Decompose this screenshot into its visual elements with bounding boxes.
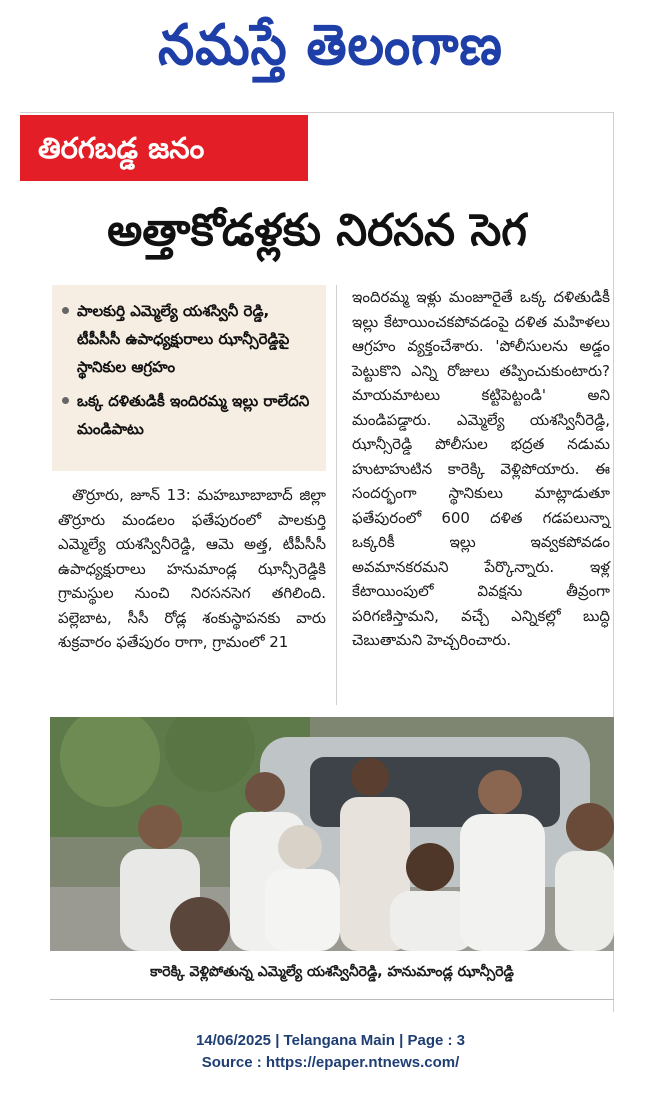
- masthead: [0, 0, 661, 96]
- bullet-icon: [62, 397, 69, 404]
- highlight-item: [62, 387, 316, 443]
- headline: అత్తాకోడళ్లకు నిరసన సెగ: [107, 205, 527, 256]
- crowd-photo-illustration: [50, 717, 614, 951]
- body-column-right: ఇందిరమ్మ ఇళ్లు మంజూరైతే ఒక్క దళితుడికీ ఇల్లు కేటాయించకపోవడంపై దళిత మహిళలు ఆగ్రహం వ్యక్తంచేశారు. 'పోలీసులను అడ్డం పెట్టుకొని ఎన్ని రోజులు తప్పించుకుంటారు? మాయమాటలు కట్టిపెట్టండి' అని మండిపడ్డారు. ఎమ్మెల్యే యశస్వినీరెడ్డి, ఝాన్సీరెడ్డి పోలీసుల భద్రత నడుమ హుటాహుటిన కారెక్కి వెళ్లిపోయారు. ఈ సందర్భంగా స్థానికులు మాట్లాడుతూ ఫతేపురంలో 600 దళిత గడపలున్నా ఒక్కరికీ ఇల్లు ఇవ్వకపోవడం అవమానకరమని పేర్కొన్నారు. ఇళ్ల కేటాయింపులో వివక్షను తీవ్రంగా పరిగణిస్తామని, వచ్చే ఎన్నికల్లో బుద్ధి చెబుతామని హెచ్చరించారు.: [352, 288, 610, 649]
- bottom-rule: [50, 999, 614, 1000]
- page-footer: [0, 1030, 661, 1074]
- photo-caption: కారెక్కి వెళ్లిపోతున్న ఎమ్మెల్యే యశస్వినీరెడ్డి, హనుమాండ్ల ఝాన్సీరెడ్డి: [150, 964, 514, 980]
- body-column-left: తొర్రూరు, జూన్ 13: మహబూబాబాద్ జిల్లా తొర్రూరు మండలం ఫతేపురంలో పాలకుర్తి ఎమ్మెల్యే యశస్వినీరెడ్డి, ఆమె అత్త, టీపీసీసీ ఉపాధ్యక్షురాలు హనుమాండ్ల ఝాన్సీరెడ్డికి గ్రామస్థుల నుంచి నిరసనసెగ తగిలింది. పల్లెబాట, సీసీ రోడ్ల శంకుస్థాపనకు వారు శుక్రవారం ఫతేపురం రాగా, గ్రామంలో 21: [58, 486, 326, 651]
- bullet-icon: [62, 307, 69, 314]
- source-link[interactable]: Source : https://epaper.ntnews.com/: [201, 1054, 460, 1071]
- highlight-item: [62, 297, 316, 381]
- highlight-text: పాలకుర్తి ఎమ్మెల్యే యశస్వినీ రెడ్డి, టీపీసీసీ ఉపాధ్యక్షురాలు ఝాన్సీరెడ్డిపై స్థానికుల ఆగ్రహం: [77, 302, 290, 376]
- news-photo: [50, 717, 614, 951]
- highlights-box: [52, 285, 326, 471]
- kicker-label: తిరగబడ్డ జనం: [20, 115, 308, 181]
- column-divider: [336, 285, 337, 705]
- article-clipping: [20, 112, 614, 1012]
- highlight-text: ఒక్క దళితుడికీ ఇందిరమ్మ ఇల్లు రాలేదని మండిపాటు: [77, 392, 310, 438]
- edition-info: 14/06/2025 | Telangana Main | Page : 3: [195, 1032, 466, 1049]
- newspaper-logo: నమస్తే తెలంగాణ: [158, 13, 503, 78]
